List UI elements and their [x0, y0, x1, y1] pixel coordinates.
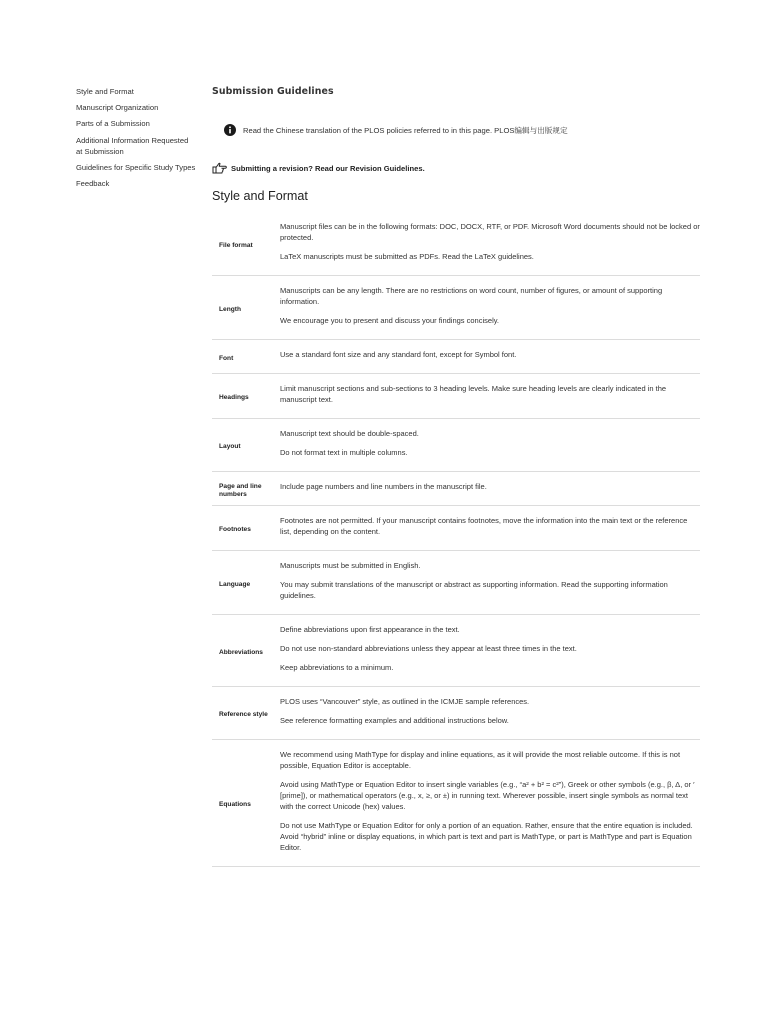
- table-row: [212, 551, 700, 615]
- section-title-style-and-format: Style and Format: [212, 189, 308, 203]
- revision-guidelines-text: Submitting a revision? Read our Revision Guidelines.: [231, 163, 425, 173]
- row-paragraph: Footnotes are not permitted. If your manuscript contains footnotes, move the information into the main text or the reference list, depending on the content.: [280, 516, 688, 536]
- row-label: Font: [219, 354, 234, 362]
- row-description: [280, 749, 700, 861]
- sidebar-item-additional-information[interactable]: Additional Information Requested at Submission: [76, 135, 189, 156]
- table-row: [212, 276, 700, 340]
- row-description: [280, 481, 700, 500]
- table-row: [212, 687, 700, 740]
- row-paragraph: Keep abbreviations to a minimum.: [280, 663, 394, 672]
- row-label: Reference style: [219, 711, 268, 718]
- translation-notice-text[interactable]: Read the Chinese translation of the PLOS policies referred to in this page. PLOS编辑与出版规定: [243, 125, 568, 135]
- row-label: Abbreviations: [219, 648, 263, 656]
- row-paragraph: Manuscripts must be submitted in English.: [280, 561, 421, 570]
- row-label: Layout: [219, 443, 241, 450]
- row-paragraph: We recommend using MathType for display and inline equations, as it will provide the most reliable outcome. If this is not possible, Equation Editor is acceptable.: [280, 750, 681, 770]
- row-paragraph: LaTeX manuscripts must be submitted as PDFs. Read the LaTeX guidelines.: [280, 252, 534, 261]
- table-row: [212, 340, 700, 374]
- table-row: [212, 419, 700, 472]
- table-row: [212, 615, 700, 687]
- row-description: [280, 383, 700, 413]
- row-description: [280, 696, 700, 734]
- table-row: [212, 472, 700, 506]
- row-description: [280, 515, 700, 545]
- main-content: [212, 86, 702, 852]
- sidebar-item-feedback[interactable]: Feedback: [76, 178, 110, 188]
- row-paragraph: Include page numbers and line numbers in the manuscript file.: [280, 482, 487, 491]
- row-paragraph: Manuscript files can be in the following formats: DOC, DOCX, RTF, or PDF. Microsoft Word documents should not be locked or protected.: [280, 222, 700, 242]
- row-description: [280, 285, 700, 334]
- row-label: Length: [219, 305, 241, 313]
- row-paragraph: You may submit translations of the manuscript or abstract as supporting information. Read the supporting information guidelines.: [280, 580, 668, 600]
- row-label: Equations: [219, 801, 251, 808]
- row-paragraph: Do not format text in multiple columns.: [280, 448, 408, 457]
- row-description: [280, 221, 700, 270]
- table-row: [212, 506, 700, 551]
- row-paragraph: Define abbreviations upon first appearance in the text.: [280, 625, 460, 634]
- row-paragraph: Manuscripts can be any length. There are no restrictions on word count, number of figures, or amount of supporting information.: [280, 286, 663, 306]
- row-paragraph: Do not use MathType or Equation Editor for only a portion of an equation. Rather, ensure that the entire equation is included. Avoid “hybrid” inline or display equations, in which part is text and part is MathType, or part is MathType and part is Equation Editor.: [280, 821, 693, 852]
- table-row: [212, 374, 700, 419]
- sidebar-item-parts-of-a-submission[interactable]: Parts of a Submission: [76, 119, 150, 129]
- row-description: [280, 624, 700, 681]
- row-label: Page and line numbers: [219, 482, 262, 498]
- page-breadcrumb: Submission Guidelines: [212, 86, 334, 97]
- translation-notice: [224, 124, 568, 136]
- style-format-table: [212, 212, 700, 867]
- table-row: [212, 740, 700, 867]
- row-paragraph: See reference formatting examples and additional instructions below.: [280, 716, 509, 725]
- sidebar-item-manuscript-organization[interactable]: Manuscript Organization: [76, 103, 159, 113]
- row-paragraph: Do not use non-standard abbreviations unless they appear at least three times in the text.: [280, 644, 577, 653]
- row-paragraph: Avoid using MathType or Equation Editor to insert single variables (e.g., “a² + b² = c²”), Greek or other symbols (e.g., β, Δ, or ′ [prime]), or mathematical operators (e.g., x, ≥, or ±) in running text. Wherever possible, insert single symbols as normal text with the correct Unicode (hex) values.: [280, 780, 695, 811]
- row-description: [280, 560, 700, 609]
- row-paragraph: Manuscript text should be double-spaced.: [280, 429, 419, 438]
- row-label: Language: [219, 580, 251, 588]
- row-label: Headings: [219, 394, 249, 401]
- row-paragraph: Use a standard font size and any standard font, except for Symbol font.: [280, 350, 517, 359]
- revision-guidelines-link[interactable]: [212, 162, 425, 174]
- row-paragraph: PLOS uses “Vancouver” style, as outlined in the ICMJE sample references.: [280, 697, 530, 706]
- sidebar-item-style-and-format[interactable]: Style and Format: [76, 87, 134, 96]
- pointing-hand-icon: [212, 162, 227, 174]
- row-label: File format: [219, 241, 253, 249]
- row-description: [280, 428, 700, 466]
- row-description: [280, 349, 700, 368]
- row-paragraph: Limit manuscript sections and sub-sections to 3 heading levels. Make sure heading levels are clearly indicated in the manuscript text.: [280, 384, 667, 404]
- table-row: [212, 212, 700, 276]
- row-paragraph: We encourage you to present and discuss your findings concisely.: [280, 316, 500, 325]
- sidebar-item-specific-study-types[interactable]: Guidelines for Specific Study Types: [76, 162, 196, 172]
- sidebar-nav: [76, 86, 196, 194]
- info-icon: [224, 124, 236, 136]
- row-label: Footnotes: [219, 526, 251, 533]
